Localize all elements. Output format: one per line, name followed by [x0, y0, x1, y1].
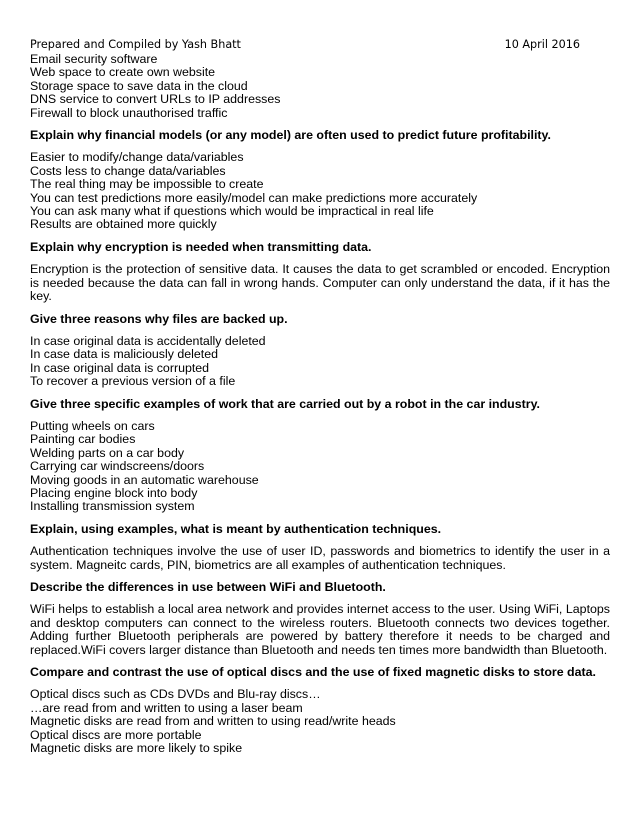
list-item: DNS service to convert URLs to IP addresses [30, 92, 281, 107]
list-item: You can ask many what if questions which would be impractical in real life [30, 204, 434, 219]
list-item: Results are obtained more quickly [30, 217, 217, 232]
list-item: Moving goods in an automatic warehouse [30, 472, 259, 487]
question-heading: Give three reasons why files are backed up. [30, 311, 288, 326]
list-item: To recover a previous version of a file [30, 374, 236, 389]
document-body [30, 53, 610, 755]
answer-paragraph: WiFi helps to establish a local area network and provides internet access to the user. Using WiFi, Laptops and desktop computers can connect to the wireless routers. Bluetooth connects two devices together. Adding further Bluetooth peripherals are powered by battery therefore it needs to be charged and replaced.WiFi covers larger distance than Bluetooth and needs ten times more bandwidth than Bluetooth. [30, 602, 610, 657]
list-item: Storage space to save data in the cloud [30, 78, 248, 93]
list-item: You can test predictions more easily/model can make predictions more accurately [30, 190, 478, 205]
list-item: Costs less to change data/variables [30, 163, 226, 178]
list-item: Placing engine block into body [30, 485, 198, 500]
list-item: In case original data is corrupted [30, 360, 210, 375]
list-item: Painting car bodies [30, 432, 136, 447]
answer-list [30, 420, 610, 514]
question-heading: Describe the differences in use between WiFi and Bluetooth. [30, 580, 386, 594]
answer-paragraph: Encryption is the protection of sensitive data. It causes the data to get scrambled or encoded. Encryption is needed because the data can fall in wrong hands. Computer can only understand the data, if it has the key. [30, 262, 610, 304]
document-date: 10 April 2016 [504, 38, 580, 51]
list-item: Optical discs such as CDs DVDs and Blu-ray discs… [30, 687, 321, 702]
list-item: Easier to modify/change data/variables [30, 150, 244, 165]
list-item: Firewall to block unauthorised traffic [30, 105, 228, 120]
list-item: Web space to create own website [30, 65, 216, 80]
intro-list [30, 53, 610, 120]
list-item: Welding parts on a car body [30, 445, 185, 460]
question-heading: Compare and contrast the use of optical discs and the use of fixed magnetic disks to store data. [30, 665, 596, 680]
list-item: Carrying car windscreens/doors [30, 459, 205, 474]
list-item: …are read from and written to using a laser beam [30, 700, 303, 715]
list-item: Installing transmission system [30, 499, 195, 514]
question-heading: Explain why encryption is needed when transmitting data. [30, 239, 372, 254]
author-credit: Prepared and Compiled by Yash Bhatt [30, 38, 241, 51]
list-item: The real thing may be impossible to create [30, 177, 264, 192]
question-heading: Give three specific examples of work that are carried out by a robot in the car industry. [30, 396, 540, 411]
answer-paragraph: Authentication techniques involve the use of user ID, passwords and biometrics to identify the user in a system. Magneitc cards, PIN, biometrics are all examples of authentication techniques. [30, 544, 610, 572]
list-item: Putting wheels on cars [30, 418, 155, 433]
answer-list [30, 688, 610, 755]
question-heading: Explain, using examples, what is meant by authentication techniques. [30, 521, 442, 536]
list-item: In case data is maliciously deleted [30, 347, 219, 362]
answer-list [30, 151, 610, 231]
list-item: In case original data is accidentally deleted [30, 333, 266, 348]
question-heading: Explain why financial models (or any model) are often used to predict future profitability. [30, 128, 551, 143]
answer-list [30, 335, 610, 389]
list-item: Optical discs are more portable [30, 727, 202, 742]
page-header [30, 38, 580, 51]
list-item: Magnetic disks are read from and written to using read/write heads [30, 714, 396, 729]
list-item: Magnetic disks are more likely to spike [30, 741, 243, 756]
list-item: Email security software [30, 52, 158, 66]
